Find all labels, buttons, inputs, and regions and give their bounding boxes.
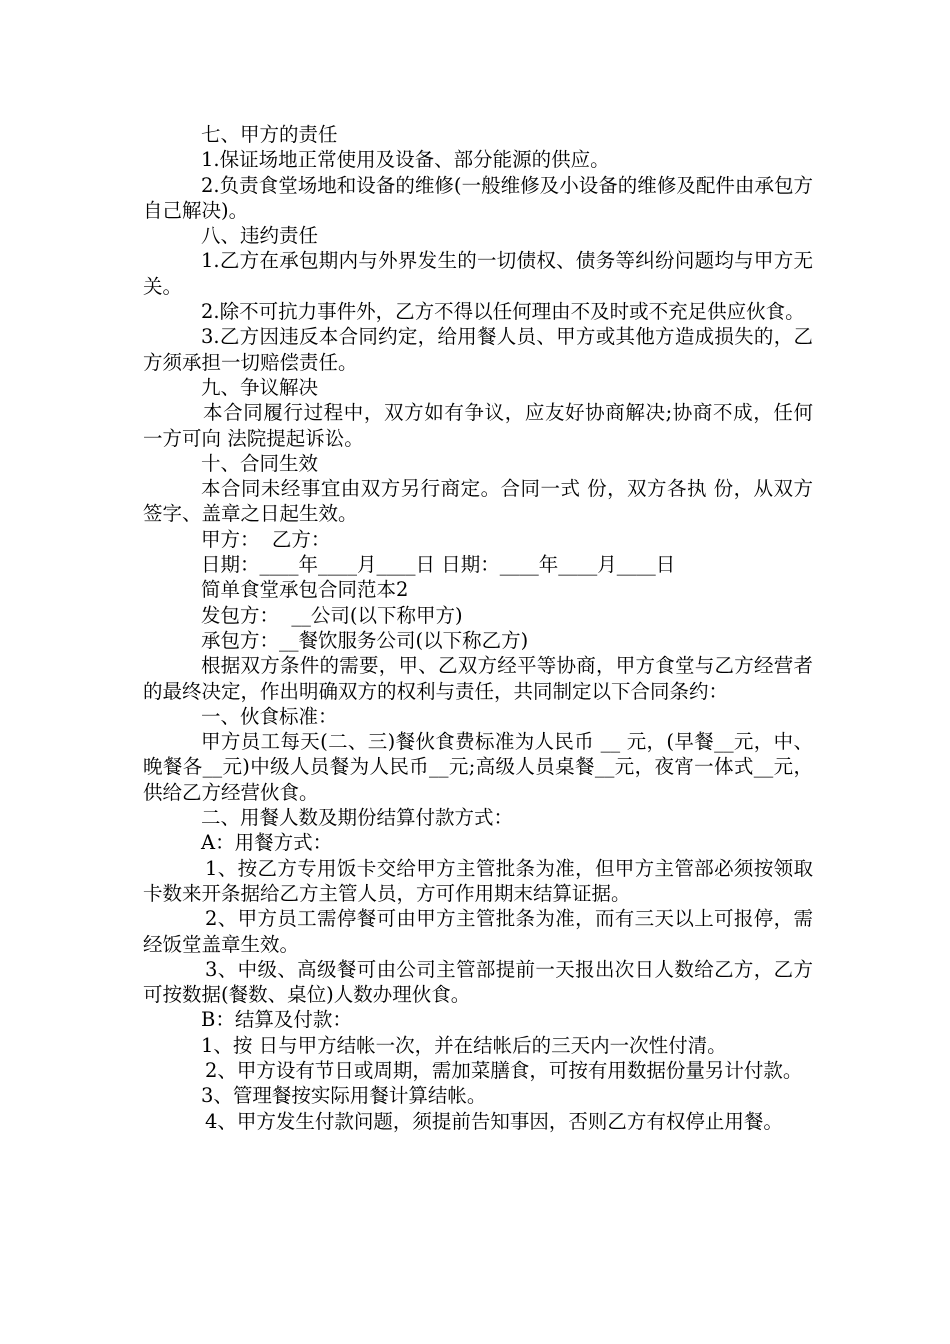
- party-a-line: 发包方： __公司(以下称甲方): [201, 603, 463, 627]
- paragraph: 2、甲方员工需停餐可由甲方主管批条为准，而有三天以上可报停，需经饭堂盖章生效。: [143, 907, 813, 956]
- section-heading-10: 十、合同生效: [201, 451, 319, 475]
- paragraph: 根据双方条件的需要，甲、乙双方经平等协商，甲方食堂与乙方经营者的最终决定，作出明确双方的权利与责任，共同制定以下合同条约：: [143, 654, 813, 703]
- paragraph: 1、按乙方专用饭卡交给甲方主管批条为准，但甲方主管部必须按领取卡数来开条据给乙方主管人员，方可作用期末结算证据。: [143, 856, 813, 905]
- subsection-heading-a: A：用餐方式：: [201, 831, 333, 855]
- signature-parties: 甲方： 乙方：: [201, 527, 331, 551]
- paragraph: 本合同未经事宜由双方另行商定。合同一式 份，双方各执 份，从双方签字、盖章之日起生效。: [143, 477, 813, 526]
- party-b-line: 承包方：__餐饮服务公司(以下称乙方): [201, 628, 529, 652]
- section-heading-2: 二、用餐人数及期份结算付款方式：: [201, 806, 514, 830]
- paragraph: 1.保证场地正常使用及设备、部分能源的供应。: [201, 148, 610, 172]
- paragraph: 甲方员工每天(二、三)餐伙食费标准为人民币 __ 元，(早餐__元，中、晚餐各__元)中级人员餐为人民币__元;高级人员桌餐__元，夜宵一体式__元，供给乙方经营伙食。: [143, 730, 813, 804]
- signature-dates: 日期：____年____月____日 日期：____年____月____日: [201, 553, 676, 577]
- section-heading-8: 八、违约责任: [201, 224, 319, 248]
- section-heading-7: 七、甲方的责任: [201, 123, 338, 146]
- paragraph: 2、甲方设有节日或周期，需加菜膳食，可按有用数据份量另计付款。: [205, 1058, 803, 1082]
- paragraph: 4、甲方发生付款问题，须提前告知事因，否则乙方有权停止用餐。: [205, 1109, 783, 1133]
- paragraph: 1、按 日与甲方结帐一次，并在结帐后的三天内一次性付清。: [201, 1033, 727, 1057]
- paragraph: 3、中级、高级餐可由公司主管部提前一天报出次日人数给乙方，乙方可按数据(餐数、桌位)人数办理伙食。: [143, 957, 813, 1007]
- section-heading-9: 九、争议解决: [201, 375, 319, 399]
- subsection-heading-b: B：结算及付款：: [201, 1008, 352, 1032]
- document-body: [143, 122, 813, 1134]
- paragraph: 3.乙方因违反本合同约定，给用餐人员、甲方或其他方造成损失的，乙方须承担一切赔偿责任。: [143, 325, 813, 374]
- paragraph: 本合同履行过程中，双方如有争议，应友好协商解决;协商不成，任何一方可向 法院提起诉讼。: [143, 401, 813, 450]
- section-heading-1: 一、伙食标准：: [201, 704, 338, 728]
- paragraph: 1.乙方在承包期内与外界发生的一切债权、债务等纠纷问题均与甲方无关。: [143, 249, 813, 298]
- paragraph: 2.除不可抗力事件外，乙方不得以任何理由不及时或不充足供应伙食。: [201, 300, 805, 324]
- contract-title-2: 简单食堂承包合同范本2: [201, 578, 409, 602]
- paragraph: 3、管理餐按实际用餐计算结帐。: [201, 1084, 487, 1108]
- paragraph: 2.负责食堂场地和设备的维修(一般维修及小设备的维修及配件由承包方自己解决)。: [143, 173, 813, 222]
